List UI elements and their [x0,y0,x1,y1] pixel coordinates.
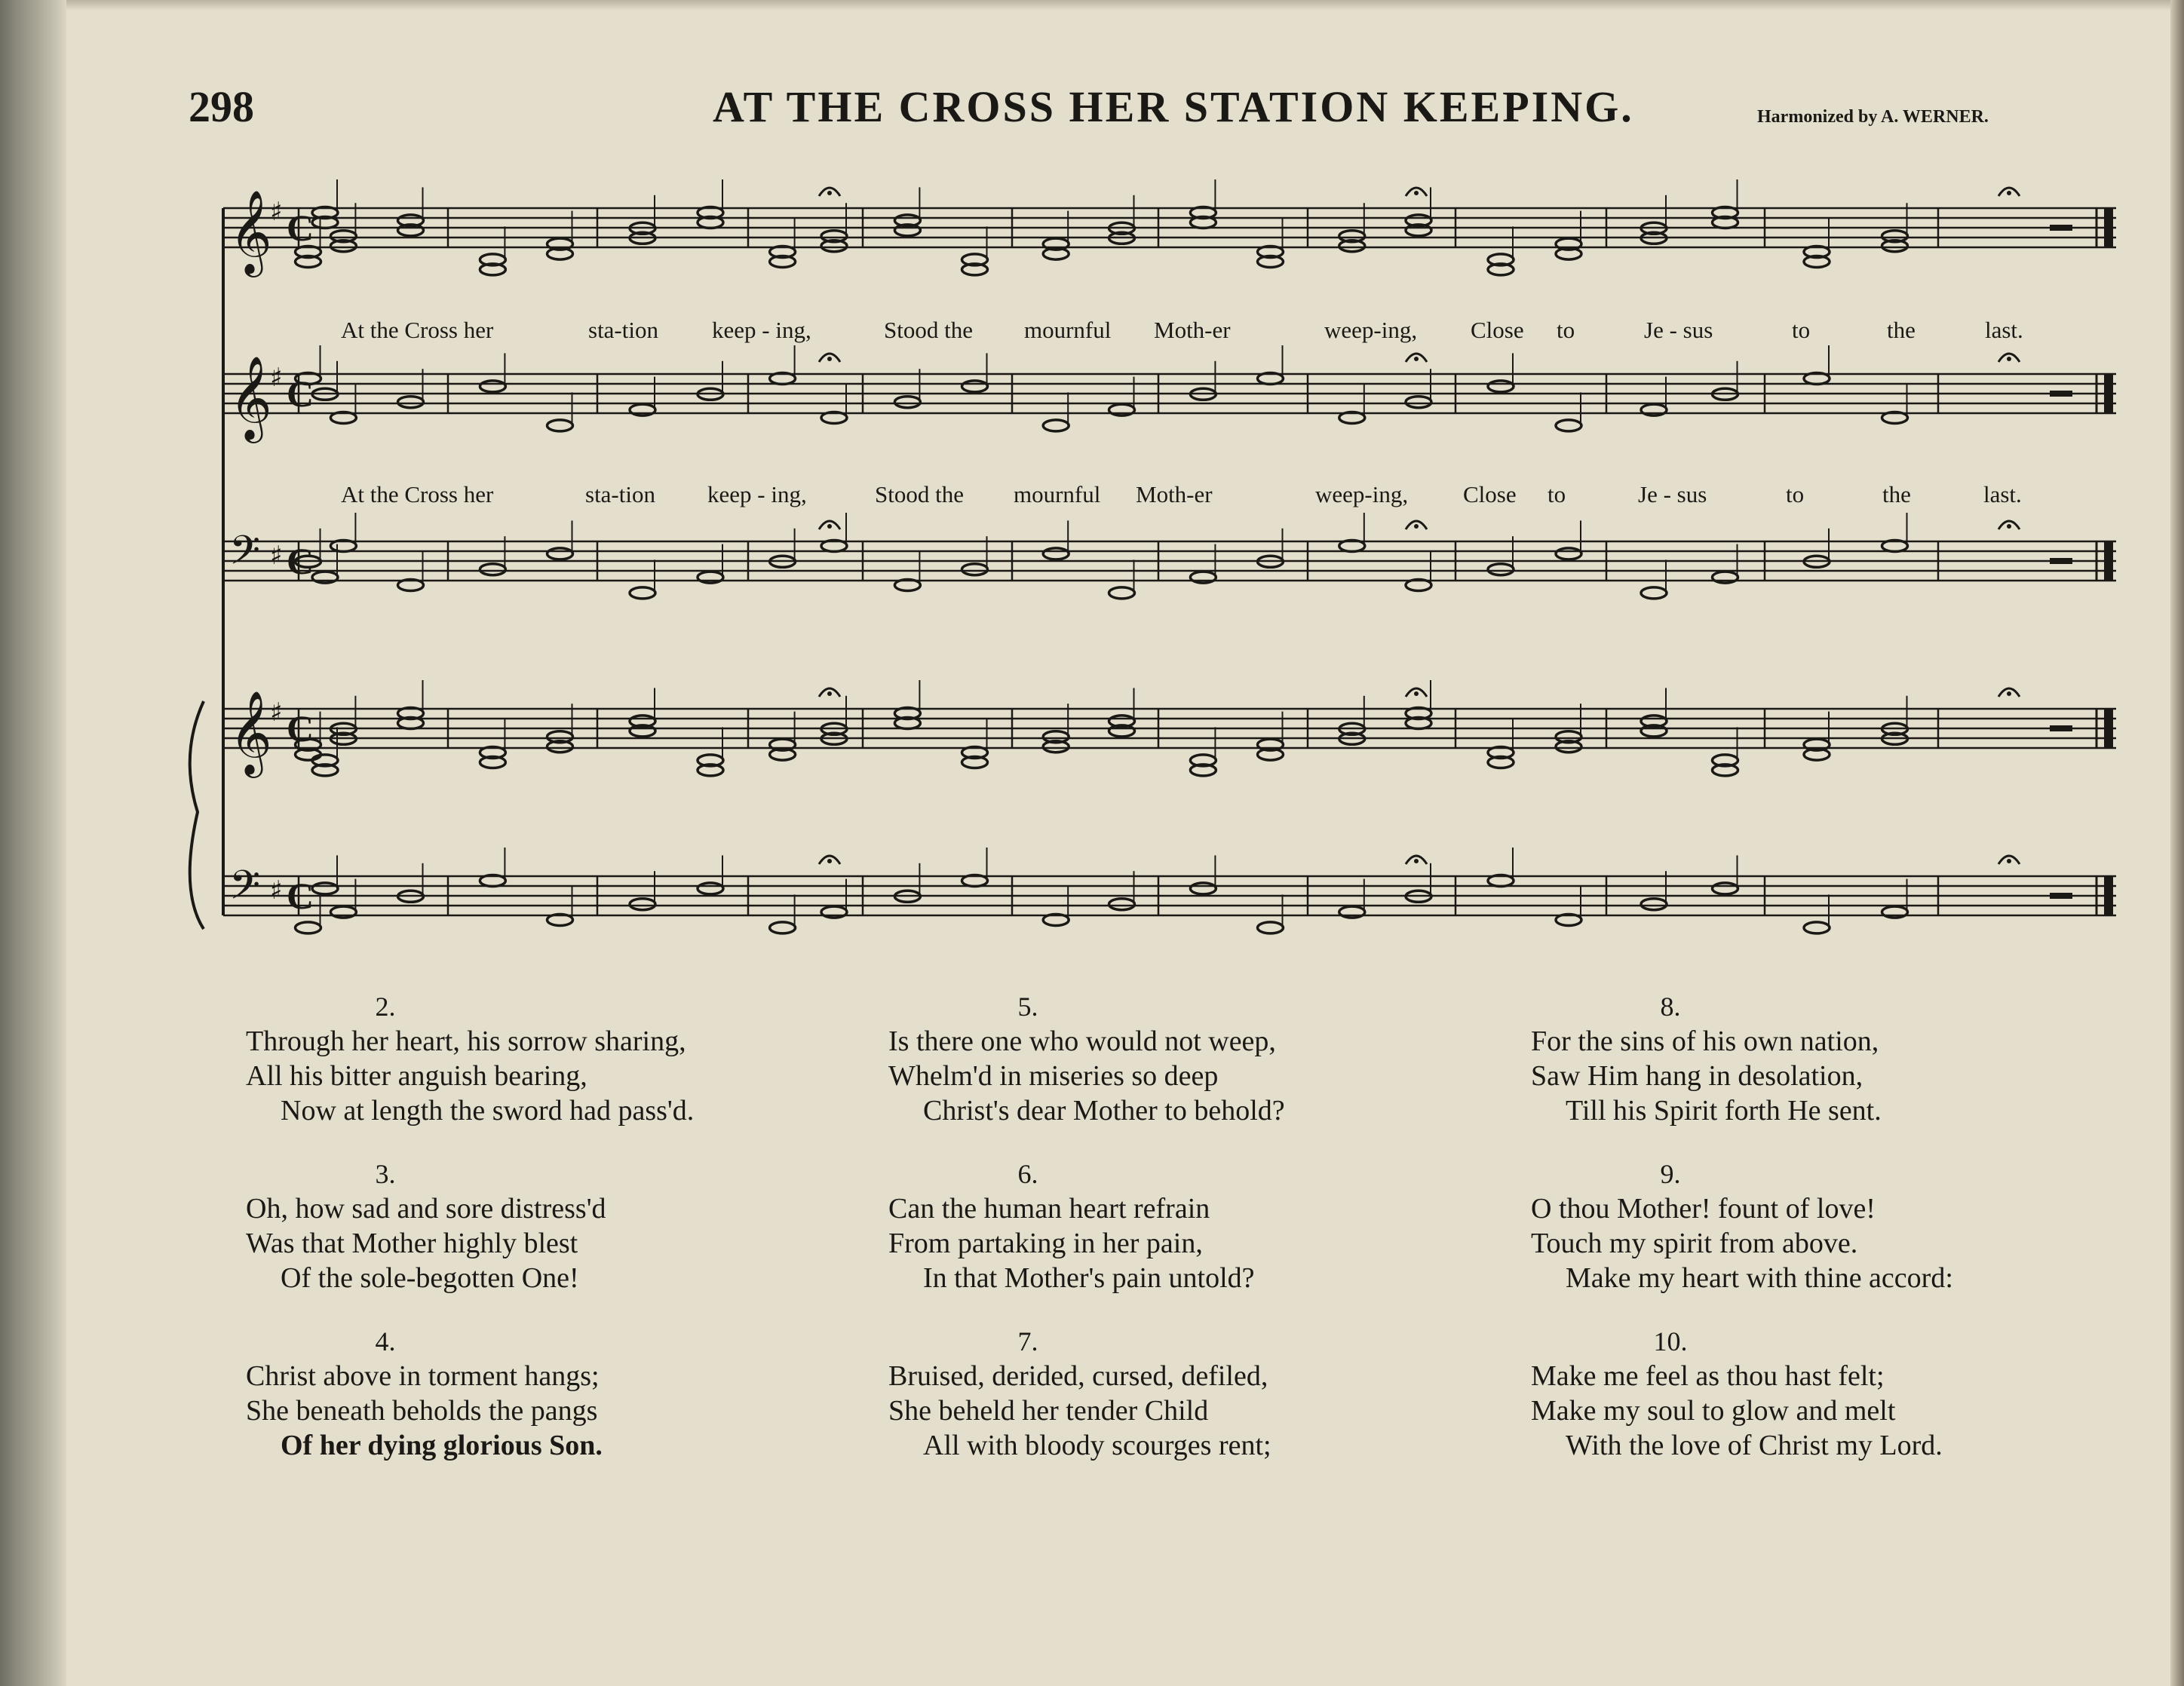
fermata-dot [1414,859,1419,863]
half-note [1488,564,1514,575]
verse-3 [246,1157,849,1295]
verse-line: Till his Spirit forth He sent. [1566,1095,1882,1127]
piano-brace [190,701,204,929]
common-time-icon: C [287,540,314,582]
verse-2 [246,989,849,1128]
half-note [1258,922,1284,933]
verse-line: From partaking in her pain, [888,1228,1203,1259]
lyric-syllable: last. [1985,317,2023,343]
half-note [962,381,988,392]
verse-4 [246,1324,849,1463]
verse-number: 4. [375,1326,396,1356]
bass-clef-icon: 𝄢 [229,863,261,918]
half-note [1641,899,1667,910]
harmonizer-credit: Harmonized by A. WERNER. [1757,107,1989,127]
verse-line: Touch my spirit from above. [1531,1228,1858,1259]
sharp-icon: ♯ [270,363,283,393]
verse-line: Bruised, derided, cursed, defiled, [888,1360,1268,1392]
sharp-icon: ♯ [270,197,283,227]
lyric-syllable: keep - ing, [707,481,807,507]
final-barline [2104,208,2113,247]
common-time-icon: C [287,207,314,249]
bass-clef-icon: 𝄢 [229,528,261,584]
verse-number: 2. [375,992,396,1022]
common-time-icon: C [287,875,314,917]
verse-line: Make my soul to glow and melt [1531,1395,1896,1427]
verse-line: Now at length the sword had pass'd. [281,1095,695,1127]
verse-line: Christ's dear Mother to behold? [923,1095,1285,1127]
verse-9 [1531,1157,2134,1295]
lyric-syllable: Stood the [875,481,964,507]
half-note [698,883,723,894]
verse-number: 8. [1660,992,1681,1022]
half-note [962,564,988,575]
verse-line: She beheld her tender Child [888,1395,1209,1427]
fermata-dot [827,524,832,529]
verse-6 [888,1157,1492,1295]
verse-number: 10. [1653,1326,1688,1356]
fermata-dot [2007,191,2011,195]
lyric-syllable: to [1786,481,1805,507]
half-note [1043,548,1069,559]
fermata-dot [1414,691,1419,696]
verse-line: In that Mother's pain untold? [923,1262,1255,1294]
verse-line: With the love of Christ my Lord. [1566,1430,1943,1461]
whole-rest-icon [2050,391,2072,397]
lyric-syllable: At the Cross her [341,481,494,507]
verse-line: Can the human heart refrain [888,1193,1210,1225]
half-note [1556,548,1581,559]
verse-number: 3. [375,1159,396,1189]
fermata-dot [2007,859,2011,863]
lyric-syllable: the [1887,317,1916,343]
verse-line: Make my heart with thine accord: [1566,1262,1953,1294]
lyric-syllable: to [1792,317,1811,343]
fermata-dot [827,191,832,195]
sharp-icon: ♯ [270,541,283,571]
half-note [312,883,338,894]
final-barline [2104,541,2113,581]
half-note [480,564,505,575]
fermata-dot [1414,524,1419,529]
half-note [1713,883,1738,894]
lyric-syllable: Moth-er [1136,481,1213,507]
half-note [1804,922,1830,933]
fermata-dot [1414,357,1419,361]
lyric-syllable: the [1882,481,1911,507]
fermata-dot [2007,357,2011,361]
final-barline [2104,709,2113,748]
final-barline [2104,876,2113,915]
verse-line: Is there one who would not weep, [888,1025,1276,1057]
lyric-syllable: Moth-er [1154,317,1231,343]
verse-line: All his bitter anguish bearing, [246,1060,587,1092]
verse-line: Christ above in torment hangs; [246,1360,600,1392]
verse-line: Of the sole-begotten One! [281,1262,579,1294]
lyric-syllable: Close [1463,481,1517,507]
verse-5 [888,989,1492,1128]
final-barline [2104,374,2113,413]
verse-line: Was that Mother highly blest [246,1228,578,1259]
fermata-dot [1414,191,1419,195]
lyric-syllable: mournful [1014,481,1101,507]
verse-line: All with bloody scourges rent; [923,1430,1271,1461]
fermata-dot [827,691,832,696]
half-note [1556,420,1581,431]
half-note [1406,397,1431,408]
verse-line: For the sins of his own nation, [1531,1025,1879,1057]
lyric-syllable: sta-tion [588,317,658,343]
half-note [1641,587,1667,599]
lyric-syllable: Je - sus [1638,481,1707,507]
fermata-dot [827,357,832,361]
lyric-syllable: to [1548,481,1566,507]
fermata-dot [2007,524,2011,529]
lyric-syllable: weep-ing, [1324,317,1418,343]
whole-rest-icon [2050,558,2072,564]
verse-line: Oh, how sad and sore distress'd [246,1193,606,1225]
half-note [1109,587,1135,599]
lyric-syllable: Close [1471,317,1524,343]
verse-line: O thou Mother! fount of love! [1531,1193,1876,1225]
lyric-syllable: to [1557,317,1575,343]
common-time-icon: C [287,707,314,750]
half-note [398,397,424,408]
half-note [630,899,655,910]
whole-rest-icon [2050,725,2072,731]
verse-line: Saw Him hang in desolation, [1531,1060,1863,1092]
half-note [1043,420,1069,431]
verse-line: She beneath beholds the pangs [246,1395,598,1427]
sharp-icon: ♯ [270,875,283,906]
half-note [548,548,573,559]
half-note [1488,381,1514,392]
page-number: 298 [189,82,254,131]
fermata-dot [827,859,832,863]
fermata-dot [2007,691,2011,696]
lyric-syllable: mournful [1024,317,1112,343]
half-note [296,922,321,933]
hymn-title: AT THE CROSS HER STATION KEEPING. [713,82,1634,131]
lyric-syllable: weep-ing, [1315,481,1409,507]
verse-7 [888,1324,1492,1463]
lyric-syllable: Je - sus [1644,317,1713,343]
lyric-syllable: keep - ing, [712,317,811,343]
half-note [770,922,796,933]
verse-number: 9. [1660,1159,1681,1189]
lyric-syllable: last. [1983,481,2022,507]
lyric-syllable: At the Cross her [341,317,494,343]
verse-line: Make me feel as thou hast felt; [1531,1360,1885,1392]
half-note [630,587,655,599]
half-note [480,381,505,392]
lyric-syllable: sta-tion [585,481,655,507]
half-note [1109,899,1135,910]
treble-clef-icon: 𝄞 [229,690,272,774]
verse-10 [1531,1324,2134,1463]
treble-clef-icon: 𝄞 [229,355,272,440]
verse-number: 7. [1017,1326,1038,1356]
common-time-icon: C [287,372,314,415]
sharp-icon: ♯ [270,697,283,728]
verse-line: Through her heart, his sorrow sharing, [246,1025,686,1057]
whole-rest-icon [2050,225,2072,231]
verse-8 [1531,989,2134,1128]
whole-rest-icon [2050,893,2072,899]
half-note [1190,883,1216,894]
half-note [548,420,573,431]
verse-number: 6. [1017,1159,1038,1189]
lyric-syllable: Stood the [884,317,973,343]
treble-clef-icon: 𝄞 [229,189,272,274]
half-note [894,397,920,408]
verse-line: Whelm'd in miseries so deep [888,1060,1219,1092]
verse-line: Of her dying glorious Son. [281,1430,603,1461]
verse-number: 5. [1017,992,1038,1022]
